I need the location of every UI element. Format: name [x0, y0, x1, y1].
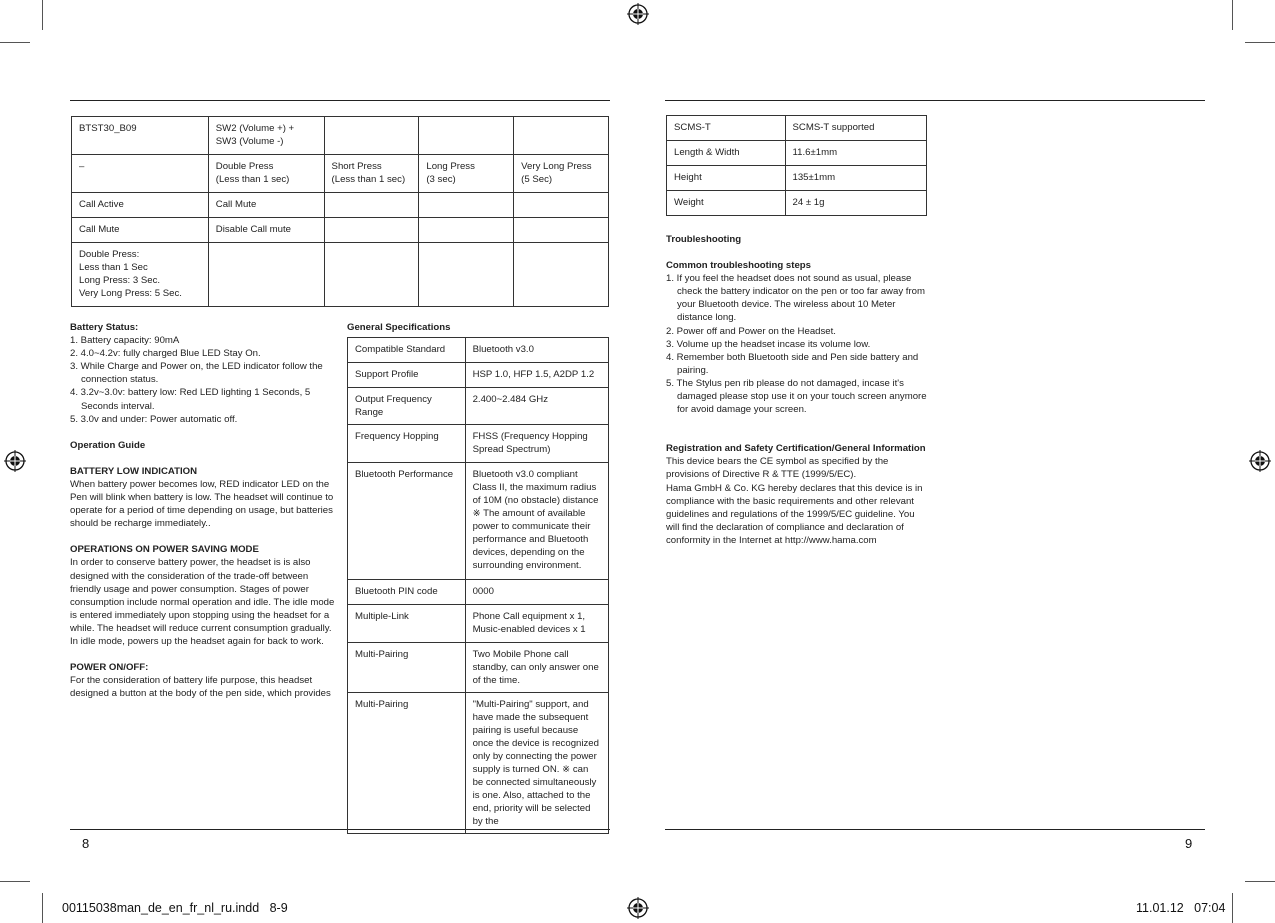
- table-cell: [419, 243, 514, 307]
- list-item: 2. Power off and Power on the Headset.: [666, 325, 836, 337]
- table-cell: Bluetooth v3.0: [465, 338, 608, 363]
- table-cell: Double Press (Less than 1 sec): [208, 155, 324, 193]
- footer-timestamp: 11.01.12 07:04: [1136, 901, 1226, 915]
- table-row: [667, 141, 927, 166]
- table-cell: Call Mute: [72, 218, 209, 243]
- registration-mark-icon: [4, 450, 26, 472]
- table-cell: Frequency Hopping: [348, 425, 466, 463]
- table-cell: Call Active: [72, 193, 209, 218]
- table-row: [72, 117, 609, 155]
- table-cell: [419, 193, 514, 218]
- table-cell: [514, 218, 609, 243]
- registration-body: This device bears the CE symbol as specified by the provisions of Directive R & TTE (1999/5/EC). Hama GmbH & Co. KG hereby declares that this device is in compliance with the basic requirements and other relevant guidelines and regulations of the 1999/5/EC guideline. You will find the declaration of compliance and declaration of conformity in the Internet at http://www.hama.com: [666, 456, 923, 546]
- battery-status-heading: Battery Status:: [70, 322, 139, 333]
- list-item: 5. The Stylus pen rib please do not damaged, incase it's damaged please stop use it on your touch screen anymore for avoid damage your screen.: [666, 377, 927, 416]
- operation-guide-heading: Operation Guide: [70, 439, 146, 451]
- table-row: [72, 155, 609, 193]
- crop-mark: [1245, 881, 1275, 882]
- table-cell: Two Mobile Phone call standby, can only answer one of the time.: [465, 643, 608, 693]
- list-item: 5. 3.0v and under: Power automatic off.: [70, 413, 238, 425]
- list-item: 1. Battery capacity: 90mA: [70, 335, 180, 347]
- table-row: [348, 693, 609, 834]
- button-function-table: [71, 116, 609, 307]
- table-row: [348, 338, 609, 363]
- table-cell: "Multi-Pairing" support, and have made the subsequent pairing is useful because once the device is recognized only by connecting the power supply is turned ON. ※ can be connected simultaneously is one. Also, attached to the end, priority will be selected by the: [465, 693, 608, 834]
- general-specs-heading: General Specifications: [347, 322, 451, 333]
- table-row: [348, 605, 609, 643]
- table-cell: [324, 193, 419, 218]
- table-row: [348, 388, 609, 425]
- power-saving-body: In order to conserve battery power, the headset is is also designed with the consideration of the trade-off between friendly usage and power consumption. Stages of power consumption include normal operation and idle. The idle mode is entered immediately upon stopping using the headset for a while. The headset will reduce current consumption gradually. In idle mode, powers up the headset again for back to work.: [70, 557, 335, 647]
- list-item: 2. 4.0~4.2v: fully charged Blue LED Stay On.: [70, 348, 261, 360]
- table-cell: Disable Call mute: [208, 218, 324, 243]
- table-row: [348, 425, 609, 463]
- list-item: 4. 3.2v~3.0v: battery low: Red LED lighting 1 Seconds, 5 Seconds interval.: [70, 387, 311, 412]
- table-cell: [208, 243, 324, 307]
- crop-mark: [42, 893, 43, 923]
- table-cell: Bluetooth v3.0 compliant Class II, the maximum radius of 10M (no obstacle) distance ※ The amount of available power to communicate their performance and Bluetooth devices, depending on the surrounding environment.: [465, 463, 608, 580]
- left-text-column: [70, 321, 336, 700]
- table-row: [72, 243, 609, 307]
- page-number-right: 9: [1185, 836, 1193, 851]
- table-row: [667, 191, 927, 216]
- registration-mark-icon: [627, 3, 649, 25]
- list-item: 4. Remember both Bluetooth side and Pen side battery and pairing.: [666, 351, 919, 376]
- table-row: [72, 218, 609, 243]
- table-cell: [324, 218, 419, 243]
- table-row: [348, 363, 609, 388]
- list-item: 3. Volume up the headset incase its volume low.: [666, 338, 871, 350]
- table-cell: Long Press (3 sec): [419, 155, 514, 193]
- table-cell: 0000: [465, 580, 608, 605]
- table-cell: Phone Call equipment x 1, Music-enabled devices x 1: [465, 605, 608, 643]
- left-top-rule: [70, 100, 610, 101]
- table-cell: [514, 117, 609, 155]
- table-cell: [419, 218, 514, 243]
- footer-filename: 00115038man_de_en_fr_nl_ru.indd 8-9: [62, 901, 288, 915]
- table-row: [348, 580, 609, 605]
- table-cell: Very Long Press (5 Sec): [514, 155, 609, 193]
- table-cell: 11.6±1mm: [785, 141, 926, 166]
- table-cell: Multi-Pairing: [348, 693, 466, 834]
- crop-mark: [1245, 42, 1275, 43]
- crop-mark: [1232, 893, 1233, 923]
- crop-mark: [42, 0, 43, 30]
- table-row: [667, 166, 927, 191]
- table-cell: SCMS-T: [667, 116, 786, 141]
- right-text-column: [666, 233, 928, 547]
- table-cell: BTST30_B09: [72, 117, 209, 155]
- table-cell: FHSS (Frequency Hopping Spread Spectrum): [465, 425, 608, 463]
- registration-mark-icon: [1249, 450, 1271, 472]
- list-item: 1. If you feel the headset does not sound as usual, please check the battery indicator on the pen or too far away from your Bluetooth device. The wireless about 10 Meter distance long.: [666, 273, 925, 324]
- table-cell: Double Press: Less than 1 Sec Long Press: 3 Sec. Very Long Press: 5 Sec.: [72, 243, 209, 307]
- table-row: [348, 643, 609, 693]
- power-onoff-heading: POWER ON/OFF:: [70, 662, 149, 674]
- table-cell: 2.400~2.484 GHz: [465, 388, 608, 425]
- table-cell: HSP 1.0, HFP 1.5, A2DP 1.2: [465, 363, 608, 388]
- list-item: 3. While Charge and Power on, the LED indicator follow the connection status.: [70, 361, 323, 386]
- table-cell: Weight: [667, 191, 786, 216]
- right-top-rule: [665, 100, 1205, 101]
- crop-mark: [0, 42, 30, 43]
- table-cell: –: [72, 155, 209, 193]
- table-cell: Compatible Standard: [348, 338, 466, 363]
- registration-heading: Registration and Safety Certification/General Information: [666, 443, 926, 455]
- table-cell: [324, 243, 419, 307]
- table-row: [667, 116, 927, 141]
- registration-mark-icon: [627, 897, 649, 919]
- right-bottom-rule: [665, 829, 1205, 830]
- table-cell: [324, 117, 419, 155]
- table-cell: Multi-Pairing: [348, 643, 466, 693]
- troubleshooting-list: [666, 272, 928, 416]
- general-specs-table: [347, 337, 609, 834]
- dimensions-table: [666, 115, 927, 216]
- table-row: [72, 193, 609, 218]
- table-cell: 135±1mm: [785, 166, 926, 191]
- table-cell: [514, 193, 609, 218]
- table-cell: Call Mute: [208, 193, 324, 218]
- table-cell: [514, 243, 609, 307]
- table-cell: Output Frequency Range: [348, 388, 466, 425]
- table-cell: [419, 117, 514, 155]
- table-cell: Short Press (Less than 1 sec): [324, 155, 419, 193]
- crop-mark: [1232, 0, 1233, 30]
- table-cell: Height: [667, 166, 786, 191]
- power-saving-heading: OPERATIONS ON POWER SAVING MODE: [70, 544, 259, 556]
- table-cell: Bluetooth PIN code: [348, 580, 466, 605]
- power-onoff-body: For the consideration of battery life purpose, this headset designed a button at the body of the pen side, which provides: [70, 675, 331, 700]
- table-cell: Support Profile: [348, 363, 466, 388]
- table-cell: SCMS-T supported: [785, 116, 926, 141]
- table-row: [348, 463, 609, 580]
- table-cell: Length & Width: [667, 141, 786, 166]
- common-steps-heading: Common troubleshooting steps: [666, 260, 811, 272]
- battery-low-body: When battery power becomes low, RED indicator LED on the Pen will blink when battery is low. The headset will continue to operate for a period of time depending on usage, but batteries should be recharge immediately..: [70, 478, 334, 530]
- page-number-left: 8: [82, 836, 90, 851]
- table-cell: SW2 (Volume +) + SW3 (Volume -): [208, 117, 324, 155]
- battery-status-list: [70, 334, 336, 426]
- battery-low-heading: BATTERY LOW INDICATION: [70, 465, 198, 477]
- table-cell: Bluetooth Performance: [348, 463, 466, 580]
- table-cell: Multiple-Link: [348, 605, 466, 643]
- crop-mark: [0, 881, 30, 882]
- table-cell: 24 ± 1g: [785, 191, 926, 216]
- troubleshooting-heading: Troubleshooting: [666, 234, 742, 245]
